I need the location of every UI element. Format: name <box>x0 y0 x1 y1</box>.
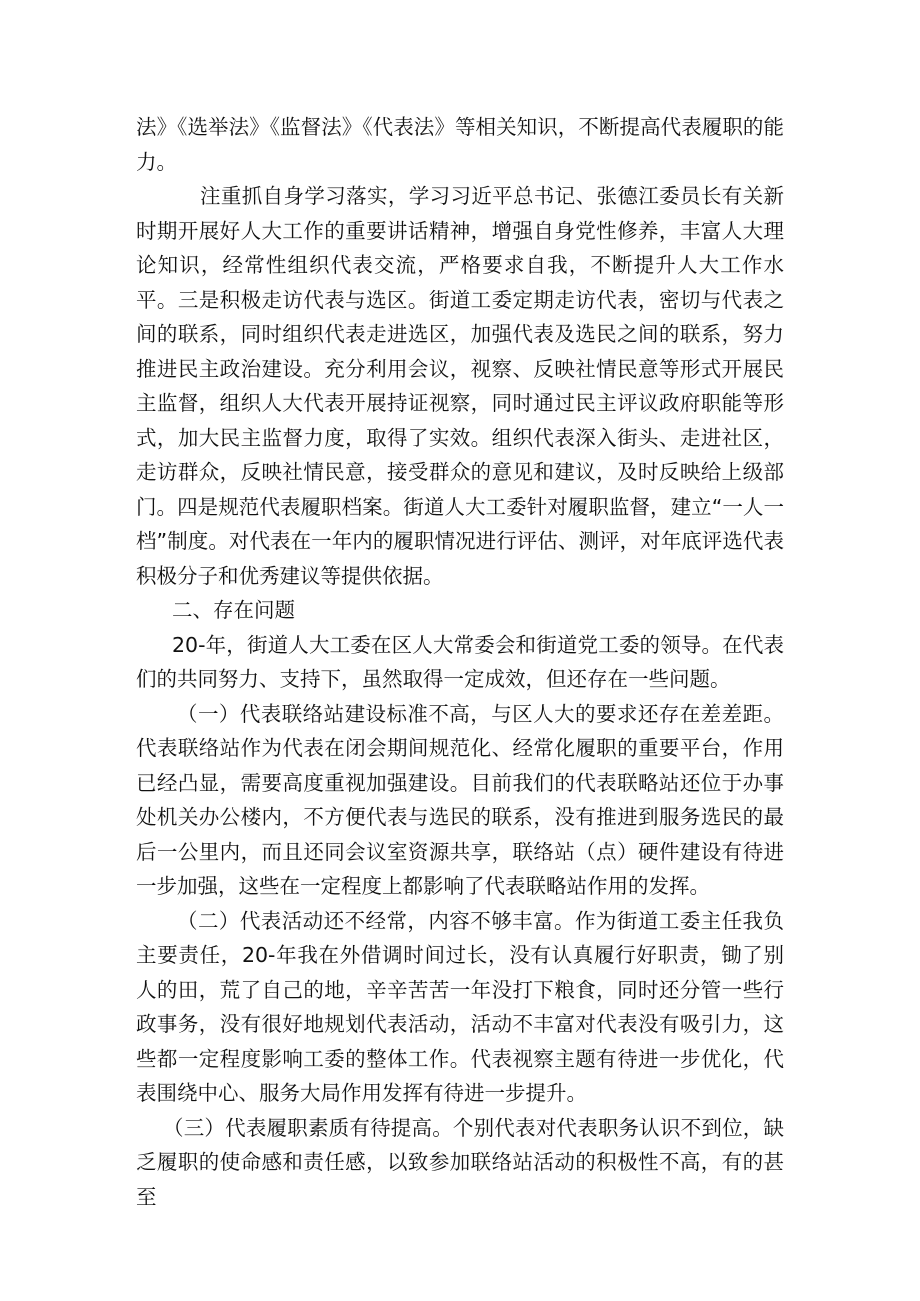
section-heading-problems: 二、存在问题 <box>172 598 295 622</box>
paragraph-problems-intro: 20-年，街道人大工委在区人大常委会和街道党工委的领导。在代表们的共同努力、支持下，虽然取得一定成效，但还存在一些问题。 <box>136 632 784 691</box>
paragraph-problem-3: （三）代表履职素质有待提高。个别代表对代表职务认识不到位，缺乏履职的使命感和责任感，以致参加联络站活动的积极性不高，有的甚至 <box>136 1115 784 1209</box>
paragraph-self-study: 注重抓自身学习落实，学习习近平总书记、张德江委员长有关新时期开展好人大工作的重要讲话精神，增强自身党性修养，丰富人大理论知识，经常性组织代表交流，严格要求自我，不断提升人大工作水平。三是积极走访代表与选区。街道工委定期走访代表，密切与代表之间的联系，同时组织代表走进选区，加强代表及选民之间的联系，努力推进民主政治建设。充分利用会议，视察、反映社情民意等形式开展民主监督，组织人大代表开展持证视察，同时通过民主评议政府职能等形式，加大民主监督力度，取得了实效。组织代表深入街头、走进社区，走访群众，反映社情民意，接受群众的意见和建议，及时反映给上级部门。四是规范代表履职档案。街道人大工委针对履职监督，建立“一人一档”制度。对代表在一年内的履职情况进行评估、测评，对年底评选代表积极分子和优秀建议等提供依据。 <box>136 184 784 588</box>
paragraph-problem-1: （一）代表联络站建设标准不高，与区人大的要求还存在差差距。代表联络站作为代表在闭会期间规范化、经常化履职的重要平台，作用已经凸显，需要高度重视加强建设。目前我们的代表联略站还位于办事处机关办公楼内，不方便代表与选民的联系，没有推进到服务选民的最后一公里内，而且还同会议室资源共享，联络站（点）硬件建设有待进一步加强，这些在一定程度上都影响了代表联略站作用的发挥。 <box>136 701 784 898</box>
paragraph-laws-knowledge: 法》《选举法》《监督法》《代表法》等相关知识，不断提高代表履职的能力。 <box>136 115 784 174</box>
document-body <box>136 110 784 1214</box>
paragraph-problem-2: （二）代表活动还不经常，内容不够丰富。作为街道工委主任我负主要责任，20-年我在外借调时间过长，没有认真履行好职责，锄了别人的田，荒了自己的地，辛辛苦苦一年没打下粮食，同时还分管一些行政事务，没有很好地规划代表活动，活动不丰富对代表没有吸引力，这些都一定程度影响工委的整体工作。代表视察主题有待进一步优化，代表围绕中心、服务大局作用发挥有待进一步提升。 <box>136 908 784 1105</box>
